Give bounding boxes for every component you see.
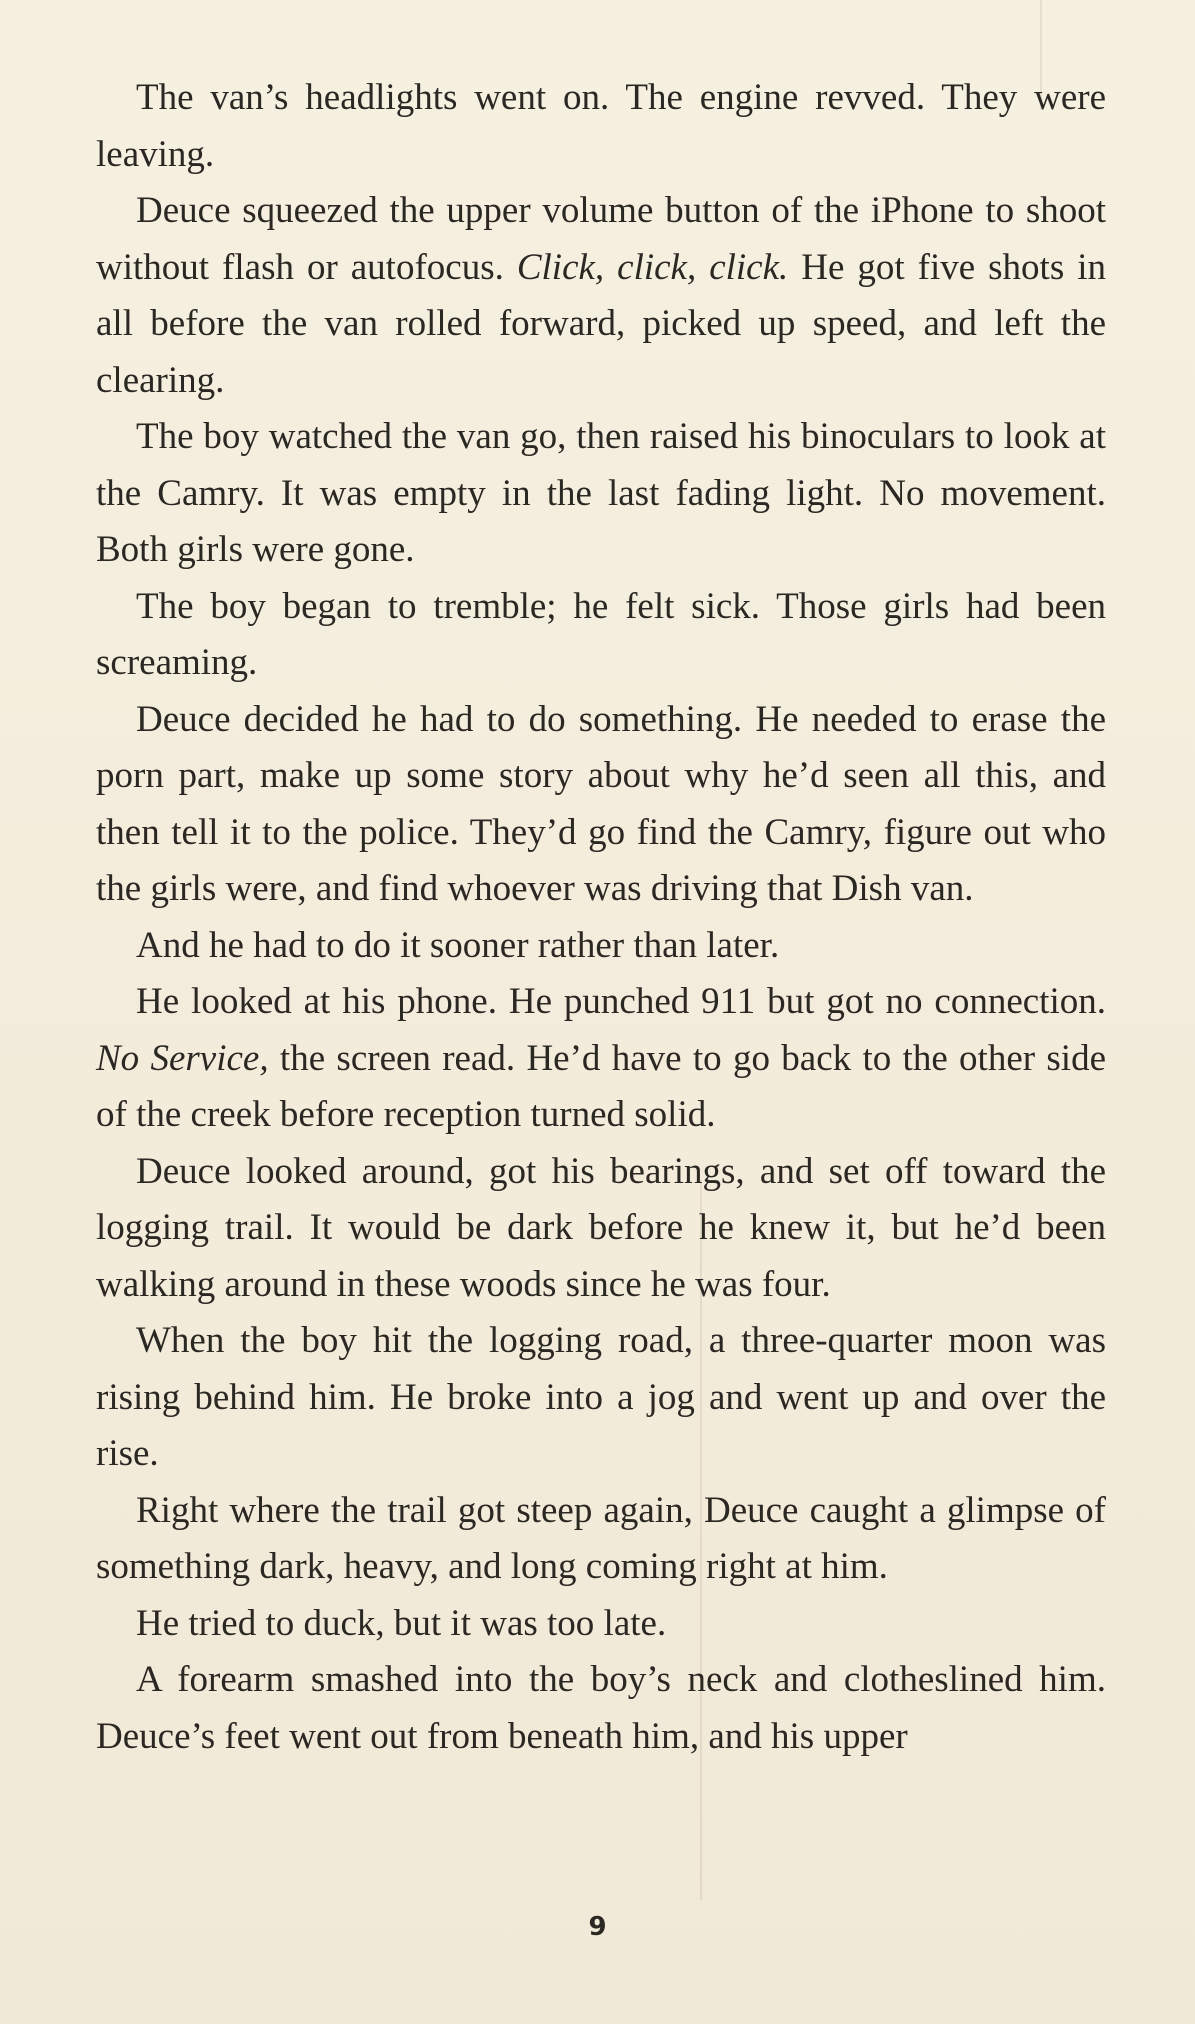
text-run: He looked at his phone. He punched 911 but got no connection. (136, 981, 1106, 1022)
paragraph (96, 1144, 1106, 1314)
paragraph (96, 579, 1106, 692)
paragraph (96, 1652, 1106, 1765)
paragraph (96, 183, 1106, 409)
body-text (96, 70, 1106, 1765)
paragraph (96, 1483, 1106, 1596)
page-number: 9 (588, 1912, 607, 1942)
paragraph (96, 409, 1106, 579)
paragraph (96, 1313, 1106, 1483)
text-run: The boy began to tremble; he felt sick. Those girls had been screaming. (96, 585, 1106, 683)
text-run: He tried to duck, but it was too late. (136, 1602, 667, 1644)
text-run: Deuce looked around, got his bearings, and set off toward the logging trail. It would be dark before he knew it, but he’d been walking around in these woods since he was four. (96, 1150, 1106, 1305)
italic-text: Click, click, click. (516, 246, 789, 288)
paragraph (96, 692, 1106, 918)
text-run: When the boy hit the logging road, a three-quarter moon was rising behind him. He broke into a jog and went up and over the rise. (96, 1320, 1106, 1474)
italic-text: No Service, (96, 1037, 269, 1079)
text-run: Deuce decided he had to do something. He needed to erase the porn part, make up some story about why he’d seen all this, and then tell it to the police. They’d go find the Camry, figure out who the girls were, and find whoever was driving that Dish van. (96, 698, 1106, 909)
paragraph (96, 70, 1106, 183)
text-run: A forearm smashed into the boy’s neck and clotheslined him. Deuce’s feet went out from beneath him, and his upper (96, 1659, 1106, 1757)
text-run: The van’s headlights went on. The engine revved. They were leaving. (96, 77, 1106, 175)
text-run: Deuce squeezed the upper volume button of the iPhone to shoot without flash or autofocus. (96, 190, 1106, 288)
text-run: The boy watched the van go, then raised his binoculars to look at the Camry. It was empty in the last fading light. No movement. Both girls were gone. (96, 416, 1106, 570)
paragraph (96, 974, 1106, 1144)
text-run: Right where the trail got steep again, Deuce caught a glimpse of something dark, heavy, and long coming right at him. (96, 1489, 1106, 1587)
paragraph (96, 1596, 1106, 1653)
paragraph (96, 918, 1106, 975)
text-run: And he had to do it sooner rather than later. (136, 924, 780, 966)
text-run: He got five shots in all before the van rolled forward, picked up speed, and left the clearing. (96, 246, 1106, 401)
text-run: the screen read. He’d have to go back to the other side of the creek before reception turned solid. (96, 1037, 1106, 1135)
